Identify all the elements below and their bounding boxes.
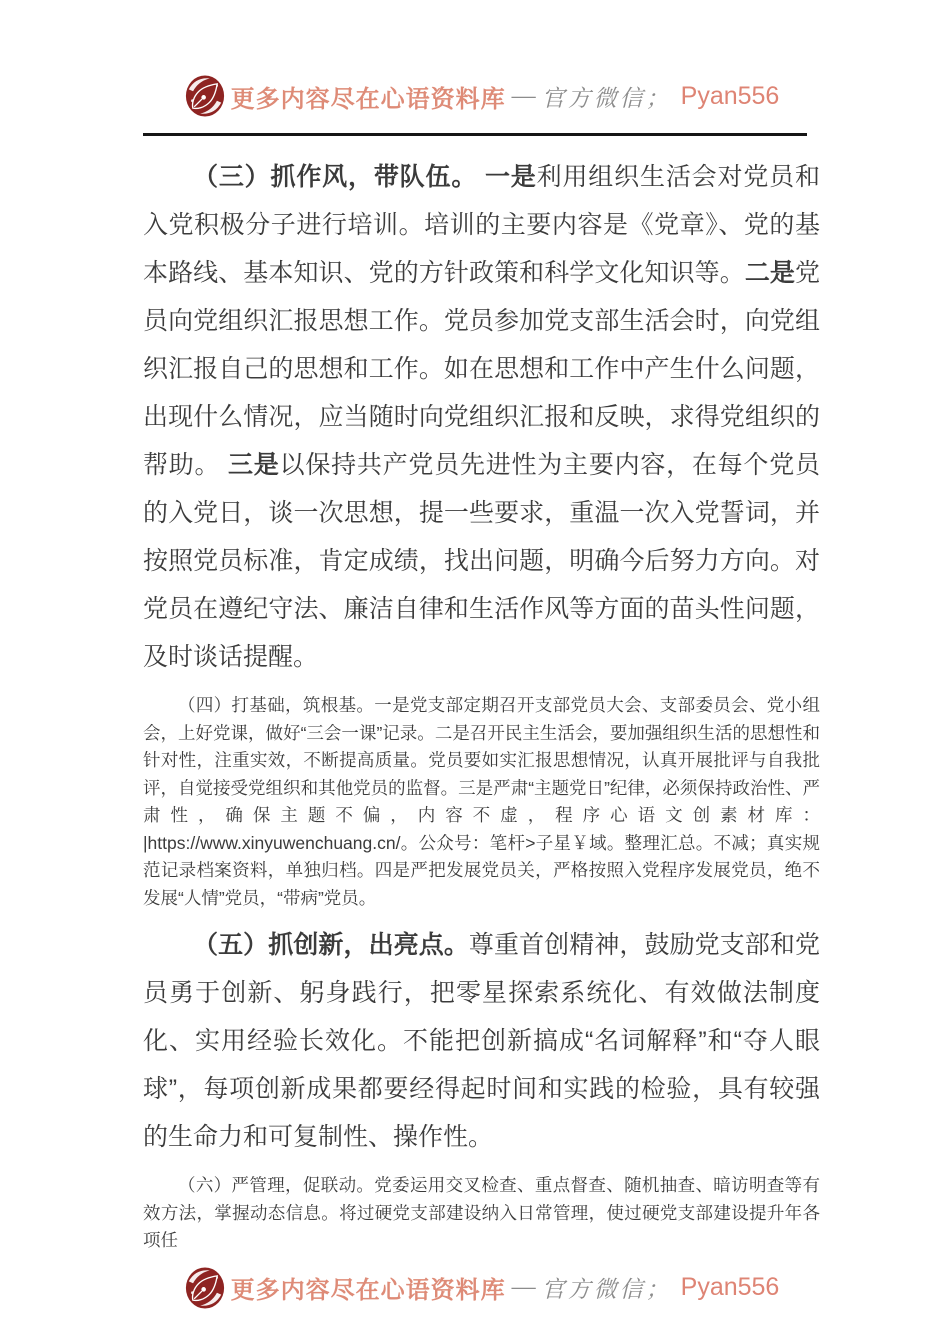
text-run: （六）严管理，促联动。党委运用交叉检查、重点督查、随机抽查、暗访明查等有效方法，掌握动态信息。将过硬党支部建设纳入日常管理，使过硬党支部建设提升年各项任 <box>143 1175 820 1250</box>
watermark-separator: — <box>511 82 536 109</box>
watermark-brand-text: 更多内容尽在心语资料库 <box>230 1278 506 1304</box>
text-run: 利用组织生活会对党员和入党积极分子进行培训。培训的主要内容是《党章》、党的基本路线、基本知识、党的方针政策和科学文化知识等。 <box>143 163 820 287</box>
text-run: 尊重首创精神，鼓励党支部和党员勇于创新、躬身践行，把零星探索系统化、有效做法制度化、实用经验长效化。不能把创新搞成“名词解释”和“夺人眼球”，每项创新成果都要经得起时间和实践的检验，具有较强的生命力和可复制性、操作性。 <box>143 931 820 1151</box>
bold-text-run: （三）抓作风，带队伍。 一是 <box>193 163 537 191</box>
pen-nib-seal-icon <box>184 73 226 119</box>
paragraph-section-5 <box>143 921 820 1161</box>
text-run: （四）打基础，筑根基。一是党支部定期召开支部党员大会、支部委员会、党小组会，上好党课，做好“三会一课”记录。二是召开民主生活会，要加强组织生活的思想性和针对性，注重实效，不断提高质量。党员要如实汇报思想情况，认真开展批评与自我批评，自觉接受党组织和其他党员的监督。三是严肃“主题党日”纪律，必须保持政治性、严肃性，确保主题不偏，内容不虚，程序心语文创素材库： |https://www.xinyuwenchuang.cn/。公众号：笔杆>子星￥域。整理汇总。不减；真实规范记录档案资料，单独归档。四是严把发展党员关，严格按照入党程序发展党员，绝不发展“人情”党员，“带病”党员。 <box>143 695 820 908</box>
header-watermark <box>143 72 820 120</box>
watermark-brand-text: 更多内容尽在心语资料库 <box>230 86 506 113</box>
document-body <box>143 153 820 1255</box>
text-run: 以保持共产党员先进性为主要内容，在每个党员的入党日，谈一次思想，提一些要求，重温一次入党誓词，并按照党员标准，肯定成绩，找出问题，明确今后努力方向。对党员在遵纪守法、廉洁自律和生活作风等方面的苗头性问题，及时谈话提醒。 <box>143 451 820 671</box>
bold-text-run: 三是 <box>228 451 280 479</box>
header-divider-line <box>143 133 807 136</box>
paragraph-section-4 <box>143 692 820 912</box>
paragraph-section-3 <box>143 153 820 681</box>
text-run: 党员向党组织汇报思想工作。党员参加党支部生活会时，向党组织汇报自己的思想和工作。如在思想和工作中产生什么问题，出现什么情况，应当随时向党组织汇报和反映，求得党组织的帮助。 <box>143 259 820 479</box>
paragraph-section-6 <box>143 1172 820 1255</box>
pen-nib-seal-icon <box>184 1265 226 1311</box>
bold-text-run: 二是 <box>744 259 795 287</box>
watermark-wechat-id: Pyan556 <box>680 1273 780 1301</box>
watermark-wechat-label: 官方微信； <box>541 85 672 111</box>
bold-text-run: （五）抓创新，出亮点。 <box>193 931 469 959</box>
footer-watermark <box>143 1264 820 1312</box>
watermark-wechat-label: 官方微信； <box>541 1277 672 1302</box>
watermark-separator: — <box>511 1274 536 1300</box>
watermark-wechat-id: Pyan556 <box>680 81 780 110</box>
